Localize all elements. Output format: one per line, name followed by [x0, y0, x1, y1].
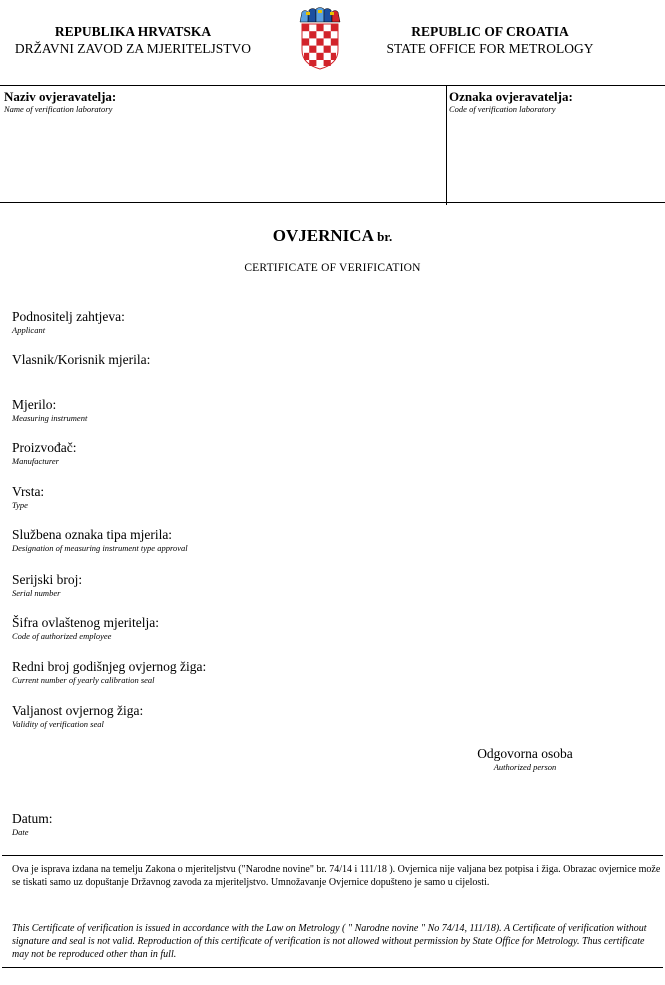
- header-left: [0, 23, 266, 57]
- lab-code-field: [449, 89, 573, 114]
- lab-name-field: [4, 89, 116, 114]
- field-sub: Applicant: [12, 325, 46, 335]
- field-sub: Code of authorized employee: [12, 631, 112, 641]
- field-sub: Serial number: [12, 588, 61, 598]
- croatian-coat-of-arms: [296, 6, 344, 70]
- date-sub: Date: [12, 827, 29, 837]
- field-instrument: [12, 397, 87, 424]
- field-seal-number: [12, 659, 206, 686]
- footer-legal-hr: Ova je isprava izdana na temelju Zakona o mjeriteljstvu ("Narodne novine" br. 74/14 i 111/18 ). Ovjernica nije valjana bez potpisa i žiga. Obrazac ovjernice može se tiskati samo uz dopuštanje Državnog zavoda za mjeriteljstvo. Umnožavanje Ovjernice dopušteno je samo u cijelosti.: [12, 864, 661, 888]
- authorized-label: Odgovorna osoba: [477, 746, 573, 761]
- header-right: [370, 23, 610, 57]
- field-date: [12, 811, 53, 838]
- field-sub: Current number of yearly calibration seal: [12, 675, 155, 685]
- lab-name-sub: Name of verification laboratory: [4, 104, 113, 114]
- field-label: Podnositelj zahtjeva:: [12, 309, 125, 324]
- field-seal-validity: [12, 703, 143, 730]
- field-label: Vlasnik/Korisnik mjerila:: [12, 352, 151, 367]
- field-owner: [12, 352, 150, 368]
- field-sub: Designation of measuring instrument type approval: [12, 543, 188, 553]
- field-label: Valjanost ovjernog žiga:: [12, 703, 144, 718]
- field-employee-code: [12, 615, 159, 642]
- field-manufacturer: [12, 440, 76, 467]
- field-label: Vrsta:: [12, 484, 45, 499]
- title-main: OVJERNICA: [272, 226, 373, 245]
- office-hr: DRŽAVNI ZAVOD ZA MJERITELJSTVO: [14, 41, 252, 56]
- footer-rule-top: [2, 855, 663, 856]
- footer-legal-en: This Certificate of verification is issued in accordance with the Law on Metrology ( " Narodne novine " No 74/14, 111/18). A Certificate of verification without signature and seal is not valid. Reproduction of this certificate of verification is not allowed without permission by State Office for Metrology. Thus certificate may not be reproduced other than in full.: [12, 923, 647, 960]
- lab-bottom-rule: [0, 202, 665, 203]
- field-label: Proizvođač:: [12, 440, 77, 455]
- coat-of-arms-icon: [296, 6, 344, 70]
- footer-rule-bottom: [2, 967, 663, 968]
- field-serial: [12, 572, 82, 599]
- field-sub: Manufacturer: [12, 456, 59, 466]
- country-en: REPUBLIC OF CROATIA: [411, 24, 569, 39]
- date-label: Datum:: [12, 811, 53, 826]
- lab-divider: [446, 85, 447, 205]
- field-sub: Validity of verification seal: [12, 719, 104, 729]
- country-hr: REPUBLIKA HRVATSKA: [54, 24, 212, 39]
- lab-name-label: Naziv ovjeravatelja:: [4, 89, 117, 104]
- page-title: [0, 226, 665, 246]
- authorized-sub: Authorized person: [493, 762, 557, 772]
- field-type-approval: [12, 527, 188, 554]
- field-type: [12, 484, 44, 511]
- top-rule: [0, 85, 665, 86]
- field-label: Šifra ovlaštenog mjeritelja:: [12, 615, 159, 630]
- lab-code-sub: Code of verification laboratory: [449, 104, 556, 114]
- field-sub: Type: [12, 500, 28, 510]
- office-en: STATE OFFICE FOR METROLOGY: [386, 41, 594, 56]
- page-subtitle: CERTIFICATE OF VERIFICATION: [244, 262, 421, 274]
- field-applicant: [12, 309, 125, 336]
- field-label: Mjerilo:: [12, 397, 57, 412]
- field-sub: Measuring instrument: [12, 413, 88, 423]
- lab-code-label: Oznaka ovjeravatelja:: [449, 89, 573, 104]
- authorized-person: [460, 746, 590, 773]
- field-label: Redni broj godišnjeg ovjernog žiga:: [12, 659, 207, 674]
- title-suffix: br.: [377, 229, 393, 244]
- field-label: Serijski broj:: [12, 572, 83, 587]
- field-label: Službena oznaka tipa mjerila:: [12, 527, 173, 542]
